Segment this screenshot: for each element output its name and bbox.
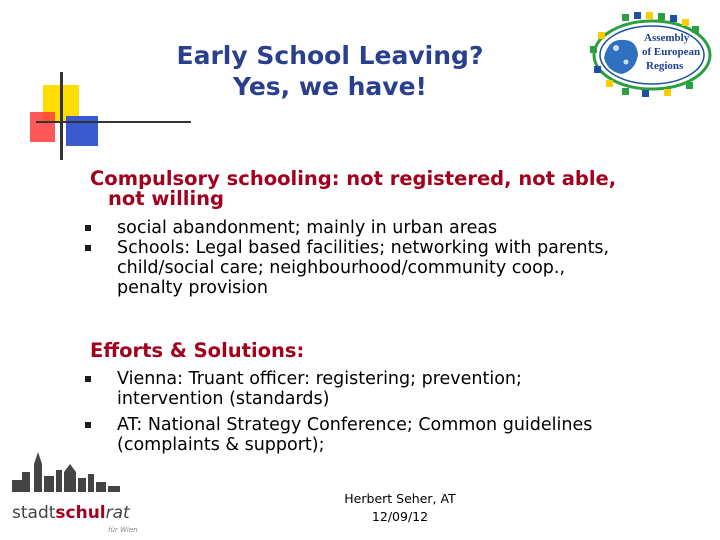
list-item (85, 218, 609, 238)
title-line-1: Early School Leaving? (176, 41, 484, 70)
list-item (85, 238, 609, 298)
deco-vertical-line (60, 72, 63, 160)
title-line-2: Yes, we have! (233, 72, 427, 101)
logo-word-rat: rat (105, 503, 130, 523)
square-bullet-icon (85, 376, 91, 382)
assembly-of-european-regions-logo (582, 10, 714, 98)
list-item-line: AT: National Strategy Conference; Common guidelines (117, 415, 593, 435)
logo-text-line-2: of European (642, 46, 701, 58)
footer-author: Herbert Seher, AT (344, 491, 456, 506)
deco-horizontal-line (36, 121, 191, 123)
section-heading-efforts (90, 341, 304, 361)
logo-wordmark (12, 503, 131, 523)
list-item-line: Vienna: Truant officer: registering; prevention; (117, 369, 522, 389)
stadtschulrat-logo (8, 450, 148, 536)
logo-text-line-1: Assembly (644, 32, 690, 44)
list-item-line: Schools: Legal based facilities; networking with parents, (117, 238, 610, 258)
square-bullet-icon (85, 225, 91, 231)
list-item-line: (complaints & support); (117, 435, 325, 455)
list-item (85, 415, 592, 455)
footer-date: 12/09/12 (371, 509, 429, 524)
footer (330, 490, 470, 526)
list-item-line: intervention (standards) (117, 389, 330, 409)
list-item-line: child/social care; neighbourhood/community coop., (117, 258, 566, 278)
bullet-list-compulsory (85, 218, 609, 298)
slide-title (120, 40, 540, 102)
square-bullet-icon (85, 245, 91, 251)
logo-word-stadt: stadt (12, 503, 56, 523)
list-item-line: social abandonment; mainly in urban areas (117, 218, 498, 238)
logo-subtext: für Wien (108, 526, 138, 534)
logo-text-line-3: Regions (646, 60, 684, 72)
square-bullet-icon (85, 422, 91, 428)
heading-text: Efforts & Solutions: (90, 339, 305, 362)
deco-red-square (30, 112, 55, 142)
bullet-list-efforts (85, 369, 592, 455)
heading-line-1: Compulsory schooling: not registered, not able, (90, 167, 617, 190)
section-heading-compulsory (90, 169, 616, 209)
list-item (85, 369, 592, 409)
heading-line-2: not willing (108, 187, 224, 210)
logo-word-schul: schul (55, 503, 106, 523)
list-item-line: penalty provision (117, 278, 268, 298)
logo-skyline-icon (12, 452, 120, 492)
